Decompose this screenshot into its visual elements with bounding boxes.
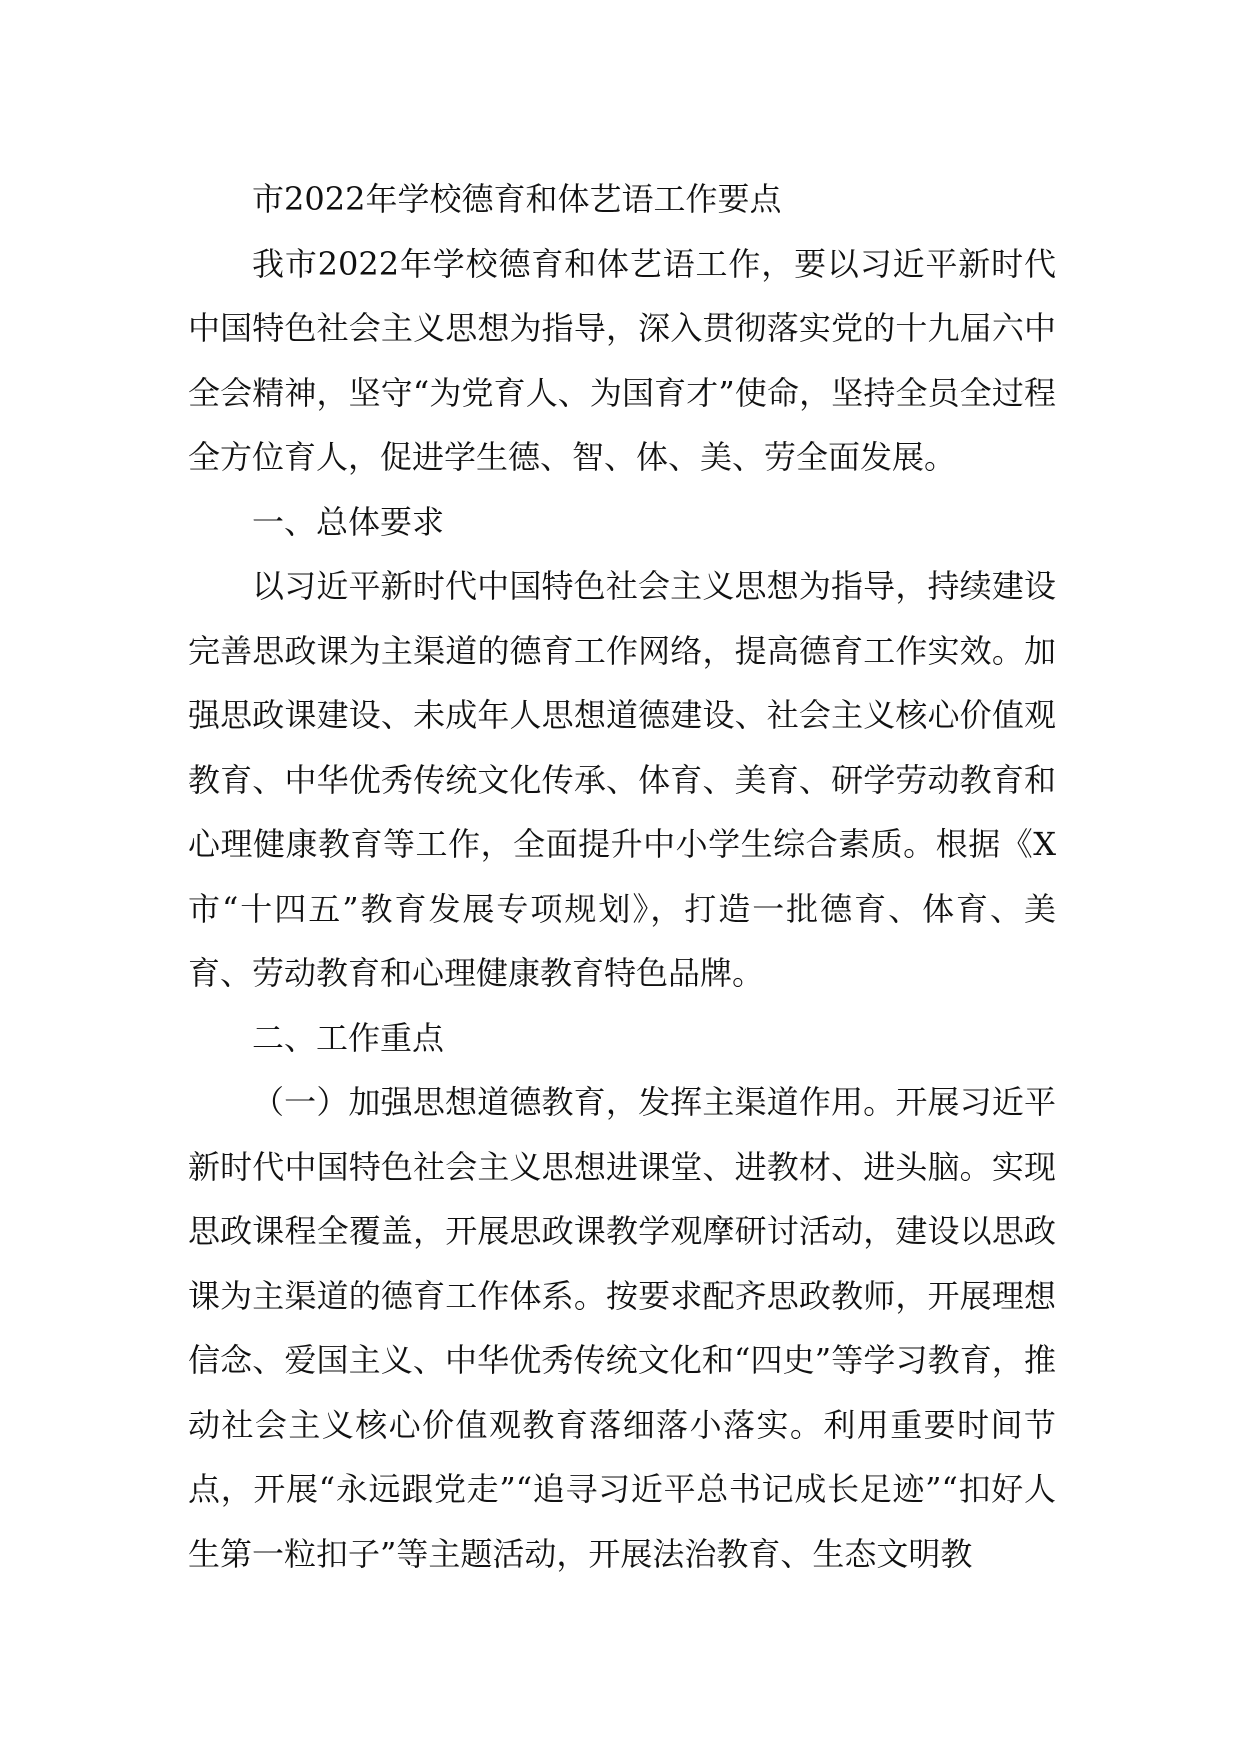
work-priority-1-paragraph: （一）加强思想道德教育，发挥主渠道作用。开展习近平新时代中国特色社会主义思想进课堂、进教材、进头脑。实现思政课程全覆盖，开展思政课教学观摩研讨活动，建设以思政课为主渠道的德育工作体系。按要求配齐思政教师，开展理想信念、爱国主义、中华优秀传统文化和“四史”等学习教育，推动社会主义核心价值观教育落细落小落实。利用重要时间节点，开展“永远跟党走”“追寻习近平总书记成长足迹”“扣好人生第一粒扣子”等主题活动，开展法治教育、生态文明教 [188, 1083, 1056, 1573]
document-page [188, 167, 1056, 1586]
document-title: 市2022年学校德育和体艺语工作要点 [252, 180, 782, 218]
section-heading-work-priorities: 二、工作重点 [252, 1018, 445, 1057]
intro-paragraph: 我市2022年学校德育和体艺语工作，要以习近平新时代中国特色社会主义思想为指导，深入贯彻落实党的十九届六中全会精神，坚守“为党育人、为国育才”使命，坚持全员全过程全方位育人，促进学生德、智、体、美、劳全面发展。 [188, 244, 1056, 476]
general-requirements-paragraph: 以习近平新时代中国特色社会主义思想为指导，持续建设完善思政课为主渠道的德育工作网络，提高德育工作实效。加强思政课建设、未成年人思想道德建设、社会主义核心价值观教育、中华优秀传统文化传承、体育、美育、研学劳动教育和心理健康教育等工作，全面提升中小学生综合素质。根据《X市“十四五”教育发展专项规划》，打造一批德育、体育、美育、劳动教育和心理健康教育特色品牌。 [188, 567, 1056, 992]
section-heading-general-requirements: 一、总体要求 [252, 502, 445, 541]
